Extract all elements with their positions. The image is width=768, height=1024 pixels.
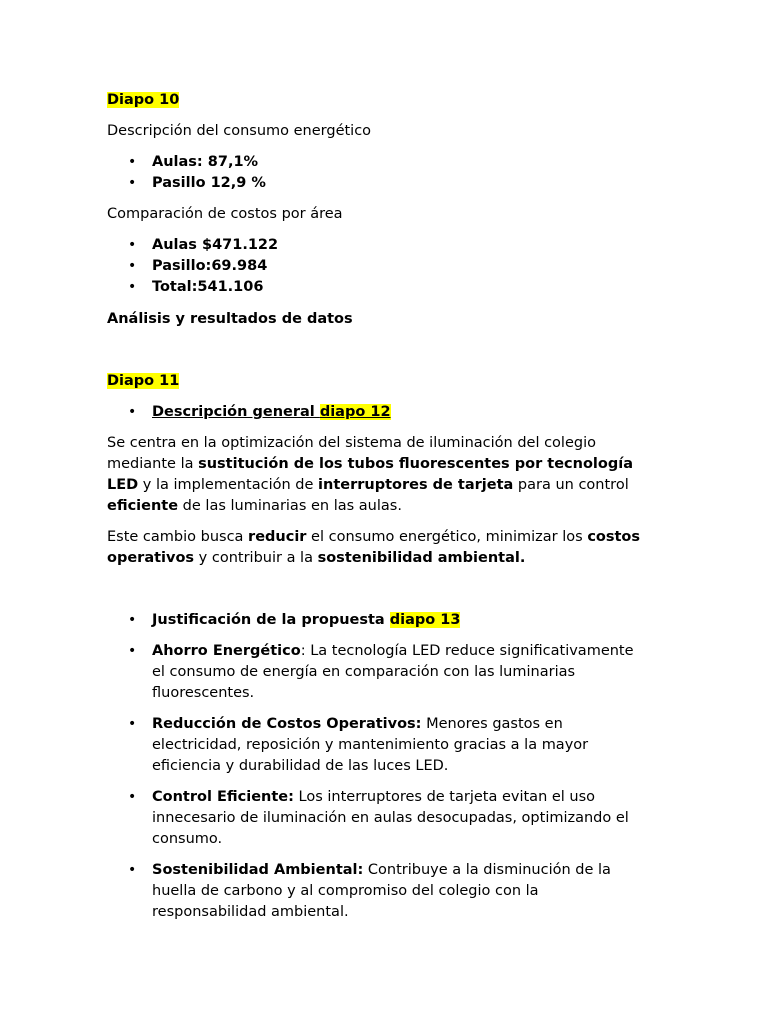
slide-tag-12: diapo 12 [319, 404, 391, 420]
paragraph-2-line-1: Este cambio busca reducir el consumo energético, minimizar los costos [107, 529, 641, 545]
bullet: • [128, 258, 137, 274]
bullet: • [128, 643, 137, 659]
item-sustainability-line-3: responsabilidad ambiental. [152, 904, 349, 920]
cost-item-total: Total:541.106 [152, 279, 264, 295]
item-energy-saving-line-3: fluorescentes. [152, 685, 255, 701]
cost-item-pasillo: Pasillo:69.984 [152, 258, 268, 274]
consumption-item-aulas: Aulas: 87,1% [152, 154, 259, 170]
paragraph-2-line-2: operativos y contribuir a la sostenibilidad ambiental. [107, 550, 526, 566]
paragraph-1-line-4: eficiente de las luminarias en las aulas. [107, 498, 402, 514]
bullet: • [128, 279, 137, 295]
bullet: • [128, 612, 137, 628]
bullet: • [128, 862, 137, 878]
paragraph-1-line-2: mediante la sustitución de los tubos fluorescentes por tecnología [107, 456, 633, 472]
item-cost-reduction-line-2: electricidad, reposición y mantenimiento gracias a la mayor [152, 737, 589, 753]
paragraph-1-line-1: Se centra en la optimización del sistema de iluminación del colegio [107, 435, 596, 451]
overview-bullet: Descripción general diapo 12 [152, 404, 391, 420]
paragraph-1-line-3: LED y la implementación de interruptores de tarjeta para un control [107, 477, 629, 493]
bullet: • [128, 404, 137, 420]
consumption-item-pasillo: Pasillo 12,9 % [152, 175, 266, 191]
item-efficient-control-line-2: innecesario de iluminación en aulas desocupadas, optimizando el [152, 810, 629, 826]
item-cost-reduction-line-1: Reducción de Costos Operativos: Menores gastos en [152, 716, 563, 732]
item-efficient-control-line-3: consumo. [152, 831, 223, 847]
item-sustainability-line-1: Sostenibilidad Ambiental: Contribuye a la disminución de la [152, 862, 611, 878]
heading-diapo-11: Diapo 11 [107, 373, 180, 389]
item-cost-reduction-line-3: eficiencia y durabilidad de las luces LED. [152, 758, 449, 774]
cost-item-aulas: Aulas $471.122 [152, 237, 279, 253]
bullet: • [128, 789, 137, 805]
cost-title: Comparación de costos por área [107, 206, 343, 222]
justification-bullet: Justificación de la propuesta diapo 13 [152, 612, 461, 628]
item-sustainability-line-2: huella de carbono y al compromiso del colegio con la [152, 883, 539, 899]
bullet: • [128, 175, 137, 191]
slide-tag-13: diapo 13 [389, 612, 461, 628]
analysis-heading: Análisis y resultados de datos [107, 311, 353, 327]
item-energy-saving-line-2: el consumo de energía en comparación con las luminarias [152, 664, 576, 680]
consumption-title: Descripción del consumo energético [107, 123, 372, 139]
bullet: • [128, 154, 137, 170]
heading-diapo-10: Diapo 10 [107, 92, 180, 108]
bullet: • [128, 237, 137, 253]
item-energy-saving-line-1: Ahorro Energético: La tecnología LED reduce significativamente [152, 643, 634, 659]
item-efficient-control-line-1: Control Eficiente: Los interruptores de tarjeta evitan el uso [152, 789, 596, 805]
bullet: • [128, 716, 137, 732]
